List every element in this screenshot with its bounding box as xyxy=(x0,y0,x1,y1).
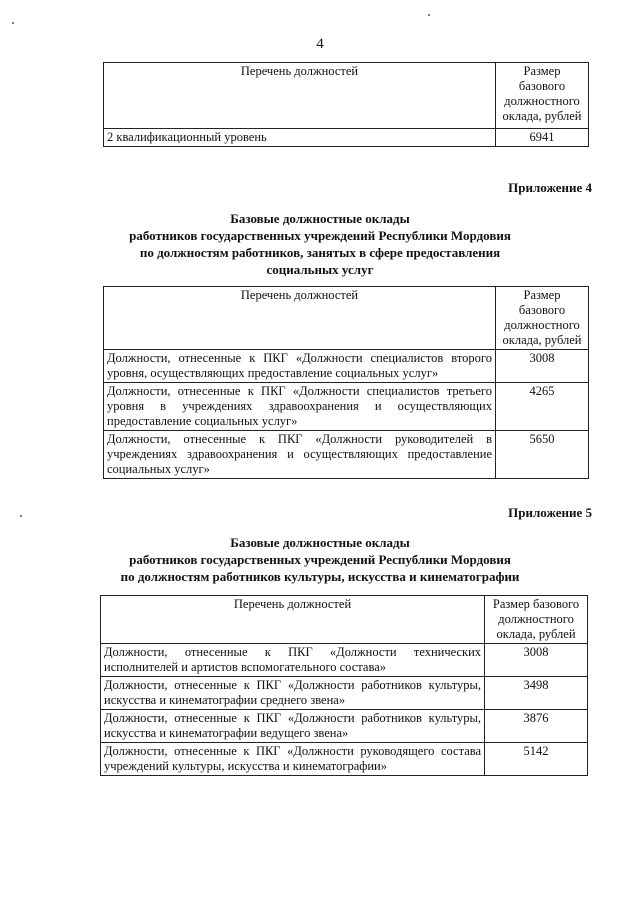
salary-value: 3498 xyxy=(485,677,588,710)
appendix-5-title xyxy=(0,534,640,585)
position-name: Должности, отнесенные к ПКГ «Должности специалистов третьего уровня в учреждениях здравоохранения и осуществляющих предоставление социальных услуг» xyxy=(104,383,496,431)
table-row xyxy=(104,383,589,431)
table-row xyxy=(104,431,589,479)
scan-speck xyxy=(20,515,22,517)
salary-value: 4265 xyxy=(496,383,589,431)
column-header-positions: Перечень должностей xyxy=(104,287,496,350)
salary-value: 5142 xyxy=(485,743,588,776)
salary-table-social xyxy=(103,286,589,479)
salary-table-culture xyxy=(100,595,588,776)
column-header-salary: Размер базового должностного оклада, рублей xyxy=(496,63,589,129)
scan-speck xyxy=(12,22,14,24)
table-header-row xyxy=(104,287,589,350)
column-header-positions: Перечень должностей xyxy=(104,63,496,129)
table-row xyxy=(101,743,588,776)
appendix-5-label: Приложение 5 xyxy=(508,505,592,520)
column-header-salary: Размер базового должностного оклада, рублей xyxy=(496,287,589,350)
position-name: Должности, отнесенные к ПКГ «Должности технических исполнителей и артистов вспомогательного состава» xyxy=(101,644,485,677)
column-header-salary: Размер базового должностного оклада, рублей xyxy=(485,596,588,644)
position-name: Должности, отнесенные к ПКГ «Должности работников культуры, искусства и кинематографии ведущего звена» xyxy=(101,710,485,743)
table-row xyxy=(101,710,588,743)
position-name: 2 квалификационный уровень xyxy=(104,129,496,147)
title-line: по должностям работников культуры, искусства и кинематографии xyxy=(120,569,520,584)
title-line: Базовые должностные оклады xyxy=(230,535,410,550)
column-header-positions: Перечень должностей xyxy=(101,596,485,644)
title-line: работников государственных учреждений Республики Мордовия xyxy=(129,552,511,567)
title-line: социальных услуг xyxy=(266,262,374,277)
page-number: 4 xyxy=(316,36,324,52)
salary-value: 3876 xyxy=(485,710,588,743)
salary-value: 6941 xyxy=(496,129,589,147)
salary-value: 3008 xyxy=(485,644,588,677)
position-name: Должности, отнесенные к ПКГ «Должности руководящего состава учреждений культуры, искусства и кинематографии» xyxy=(101,743,485,776)
table-header-row xyxy=(104,63,589,129)
title-line: работников государственных учреждений Республики Мордовия xyxy=(129,228,511,243)
scan-speck xyxy=(428,14,430,16)
position-name: Должности, отнесенные к ПКГ «Должности руководителей в учреждениях здравоохранения и осуществляющих предоставление социальных услуг» xyxy=(104,431,496,479)
appendix-4-label: Приложение 4 xyxy=(508,180,592,195)
table-row xyxy=(101,644,588,677)
salary-value: 5650 xyxy=(496,431,589,479)
table-header-row xyxy=(101,596,588,644)
position-name: Должности, отнесенные к ПКГ «Должности специалистов второго уровня, осуществляющих предоставление социальных услуг» xyxy=(104,350,496,383)
table-row xyxy=(104,129,589,147)
appendix-4-title xyxy=(0,210,640,278)
position-name: Должности, отнесенные к ПКГ «Должности работников культуры, искусства и кинематографии среднего звена» xyxy=(101,677,485,710)
salary-table-continuation xyxy=(103,62,589,147)
title-line: по должностям работников, занятых в сфере предоставления xyxy=(139,245,501,260)
table-row xyxy=(104,350,589,383)
title-line: Базовые должностные оклады xyxy=(230,211,410,226)
salary-value: 3008 xyxy=(496,350,589,383)
table-row xyxy=(101,677,588,710)
